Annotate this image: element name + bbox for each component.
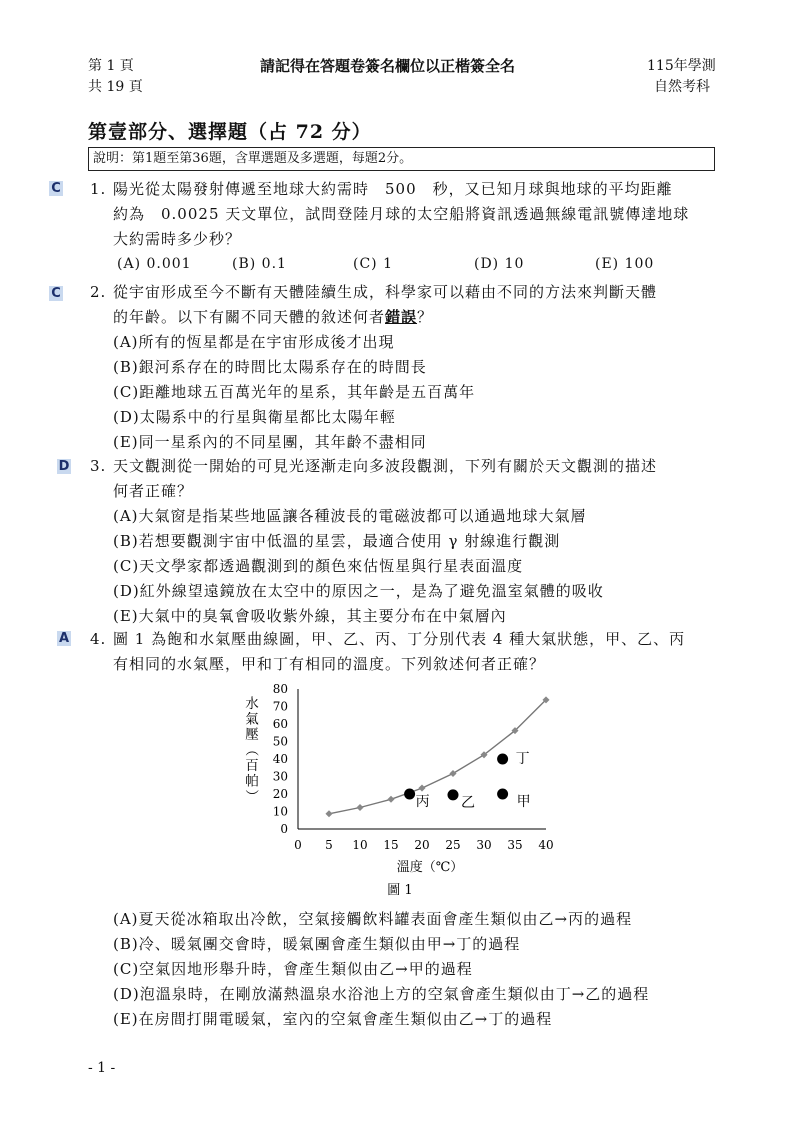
- curve-marker: [449, 770, 456, 777]
- x-tick-label: 25: [445, 838, 461, 852]
- curve-marker: [356, 804, 363, 811]
- x-tick-label: 35: [507, 838, 523, 852]
- x-tick-label: 0: [294, 838, 302, 852]
- y-axis-label-char: 壓: [245, 727, 259, 743]
- state-point: [497, 789, 508, 800]
- y-tick-label: 30: [272, 769, 288, 784]
- x-tick-label: 20: [414, 838, 430, 852]
- option-item: (D)紅外線望遠鏡放在太空中的原因之一，是為了避免溫室氣體的吸收: [113, 582, 604, 600]
- y-axis-label-char: 氣: [245, 711, 259, 728]
- option-item: (B)冷、暖氣團交會時，暖氣團會產生類似由甲→丁的過程: [113, 935, 521, 953]
- saturation-curve: [329, 700, 546, 814]
- state-point: [404, 789, 415, 800]
- curve-marker: [387, 796, 394, 803]
- answer-badge: C: [49, 181, 63, 196]
- vapor-pressure-chart: [230, 680, 580, 905]
- y-axis-label-char: 百: [245, 758, 259, 774]
- total-pages: 共 19 頁: [88, 79, 143, 95]
- x-tick-label: 5: [325, 838, 333, 852]
- answer-badge: A: [58, 631, 70, 646]
- option-item: (E)在房間打開電暖氣，室內的空氣會產生類似由乙→丁的過程: [113, 1010, 553, 1028]
- option-item: (C) 1: [353, 256, 393, 272]
- exam-year: 115年學測: [647, 58, 716, 74]
- answer-badge: C: [49, 286, 63, 301]
- state-point-label: 丙: [415, 794, 430, 810]
- x-tick-label: 10: [352, 838, 368, 852]
- signature-reminder: 請記得在答題卷簽名欄位以正楷簽全名: [260, 57, 516, 75]
- question-2-tail: ？: [417, 308, 434, 326]
- state-point-label: 甲: [516, 794, 531, 810]
- curve-marker: [418, 785, 425, 792]
- y-axis-label-char: （: [243, 742, 259, 757]
- x-tick-labels: [294, 838, 553, 852]
- option-item: (C)天文學家都透過觀測到的顏色來估恆星與行星表面溫度: [113, 557, 524, 575]
- y-tick-label: 60: [272, 717, 288, 731]
- question-1-line: 約為 0.0025 天文單位，試問登陸月球的太空船將資訊透過無線電訊號傳達地球: [113, 205, 690, 223]
- option-item: (E)大氣中的臭氧會吸收紫外線，其主要分布在中氣層內: [113, 607, 507, 625]
- state-point: [448, 789, 459, 800]
- state-points: [404, 751, 530, 811]
- figure-caption: 圖 1: [387, 883, 413, 898]
- section-title: 第壹部分、選擇題（占 72 分）: [88, 121, 372, 143]
- y-axis-label-char: ）: [243, 789, 259, 803]
- x-tick-label: 30: [476, 838, 492, 852]
- option-item: (C)距離地球五百萬光年的星系，其年齡是五百萬年: [113, 383, 476, 401]
- question-number: 4.: [90, 630, 107, 648]
- instructions-text: 說明：第1題至第36題，含單選題及多選題，每題2分。: [93, 151, 413, 166]
- y-tick-label: 0: [280, 822, 288, 836]
- state-point: [497, 754, 508, 765]
- question-2-line: [113, 305, 433, 330]
- question-number: 2.: [90, 283, 107, 301]
- question-number: 1.: [90, 180, 107, 198]
- option-item: (E) 100: [595, 256, 655, 272]
- y-tick-label: 50: [272, 734, 288, 749]
- option-item: (D)太陽系中的行星與衛星都比太陽年輕: [113, 408, 396, 426]
- option-item: (D) 10: [474, 256, 525, 272]
- question-2-line: 從宇宙形成至今不斷有天體陸續生成，科學家可以藉由不同的方法來判斷天體: [113, 283, 658, 301]
- question-1-line: 大約需時多少秒？: [113, 230, 242, 248]
- x-tick-label: 40: [538, 838, 554, 852]
- state-point-label: 丁: [515, 751, 530, 767]
- y-axis-label: [243, 695, 259, 803]
- option-item: (A) 0.001: [117, 256, 192, 272]
- y-tick-label: 20: [272, 787, 288, 801]
- option-item: (B) 0.1: [232, 256, 287, 272]
- y-tick-label: 70: [272, 699, 288, 714]
- page-number: 第 1 頁: [88, 58, 134, 74]
- y-axis-label-char: 帕: [245, 773, 259, 790]
- option-item: (B)銀河系存在的時間比太陽系存在的時間長: [113, 358, 427, 376]
- answer-badge: D: [58, 459, 70, 474]
- option-item: (A)夏天從冰箱取出冷飲，空氣接觸飲料罐表面會產生類似由乙→丙的過程: [113, 910, 633, 928]
- page-footer: - 1 -: [88, 1060, 116, 1076]
- option-item: (B)若想要觀測宇宙中低溫的星雲，最適合使用 γ 射線進行觀測: [113, 532, 561, 550]
- y-tick-label: 80: [272, 682, 288, 696]
- curve-marker: [325, 810, 332, 817]
- emphasis-wrong: 錯誤: [385, 308, 418, 326]
- option-item: (E)同一星系內的不同星團，其年齡不盡相同: [113, 433, 427, 451]
- option-item: (A)所有的恆星都是在宇宙形成後才出現: [113, 333, 395, 351]
- instructions-box: [88, 147, 715, 171]
- x-tick-label: 15: [383, 838, 399, 852]
- state-point-label: 乙: [461, 794, 475, 811]
- question-1-line: 陽光從太陽發射傳遞至地球大約需時 500 秒，又已知月球與地球的平均距離: [113, 180, 673, 198]
- option-item: (A)大氣窗是指某些地區讓各種波長的電磁波都可以通過地球大氣層: [113, 507, 587, 525]
- question-4-line: 圖 1 為飽和水氣壓曲線圖，甲、乙、丙、丁分別代表 4 種大氣狀態，甲、乙、丙: [113, 630, 686, 648]
- y-tick-label: 10: [272, 804, 288, 819]
- option-item: (D)泡溫泉時，在剛放滿熱溫泉水浴池上方的空氣會產生類似由丁→乙的過程: [113, 985, 650, 1003]
- y-tick-label: 40: [272, 752, 288, 766]
- question-3-line: 何者正確？: [113, 482, 194, 500]
- question-2-stem: 的年齡。以下有關不同天體的敘述何者: [113, 308, 386, 326]
- y-axis-label-char: 水: [245, 696, 259, 712]
- subject: 自然考科: [654, 79, 710, 95]
- option-item: (C)空氣因地形舉升時，會產生類似由乙→甲的過程: [113, 960, 473, 978]
- question-4-line: 有相同的水氣壓，甲和丁有相同的溫度。下列敘述何者正確？: [113, 655, 546, 673]
- y-tick-labels: [273, 682, 288, 836]
- x-axis-label: 溫度（℃）: [396, 860, 464, 875]
- question-number: 3.: [90, 457, 107, 475]
- question-3-line: 天文觀測從一開始的可見光逐漸走向多波段觀測，下列有關於天文觀測的描述: [113, 457, 658, 475]
